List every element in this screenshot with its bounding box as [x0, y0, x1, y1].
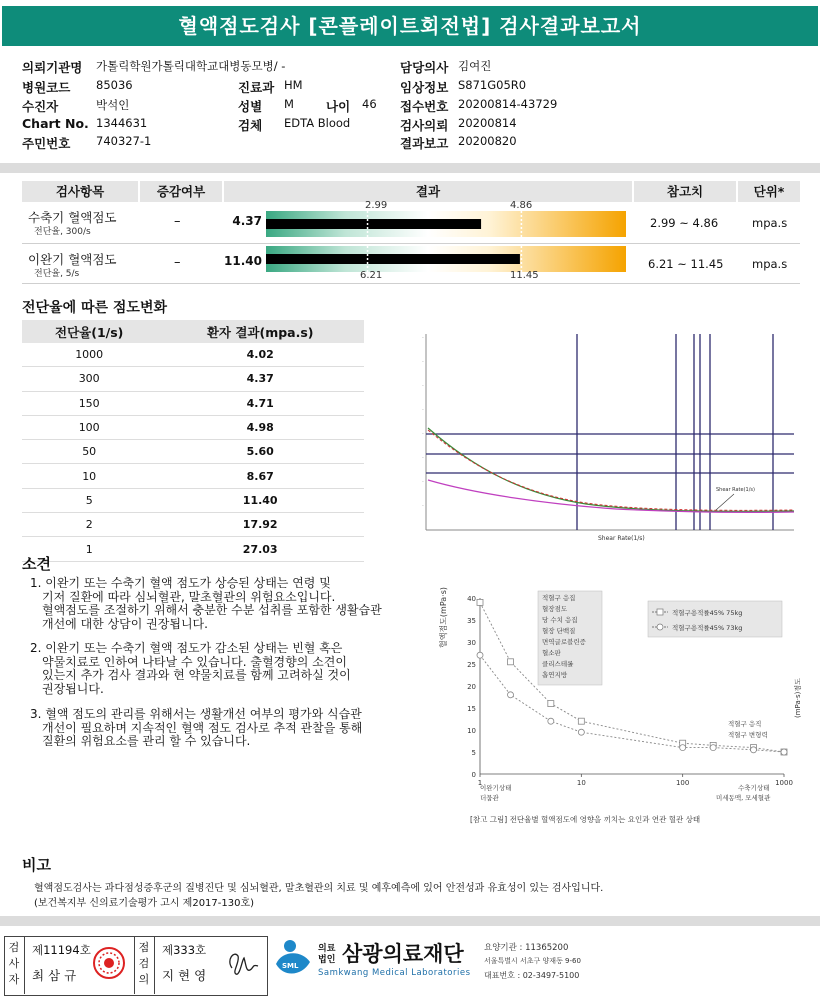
ref-y-tick: 25: [467, 661, 476, 669]
shear-row: [22, 537, 364, 561]
reference-chart: [440, 586, 808, 828]
reviewer-name: 지 현 영: [162, 968, 207, 983]
divider: [134, 936, 135, 994]
doctor-value: 김여진: [458, 59, 492, 73]
shear-col-value: 환자 결과(mpa.s): [156, 320, 364, 343]
sml-logo-icon: [272, 936, 320, 986]
ref-low-label: 6.21: [360, 270, 383, 281]
svg-text:·: ·: [422, 455, 424, 462]
chart-xlabel: Shear Rate(1/s): [598, 535, 645, 542]
svg-text:·: ·: [422, 359, 424, 366]
ref-point-circle: [781, 749, 787, 755]
request-label: 검사의뢰: [400, 118, 449, 133]
factor-label: 당 수치 응집: [542, 616, 578, 624]
shear-rate-cell: 150: [22, 391, 156, 415]
shear-rate-cell: 300: [22, 367, 156, 391]
reviewer-no: 제333호: [162, 943, 207, 957]
chart-annotation: Shear Rate(1/s): [716, 487, 755, 493]
shear-value-cell: 27.03: [156, 537, 364, 561]
svg-text:·: ·: [422, 503, 424, 510]
org-english: Samkwang Medical Laboratories: [318, 968, 471, 978]
result-bar: [266, 211, 626, 237]
org-name: 삼광의료재단: [342, 942, 464, 966]
shear-row: [22, 464, 364, 488]
tester-name: 최 삼 규: [32, 968, 77, 983]
chart-no-value: 1344631: [96, 116, 148, 130]
results-header-item: 검사항목: [22, 181, 138, 202]
ref-point-circle: [508, 692, 514, 698]
tester-seal-icon: [92, 946, 126, 980]
shear-row: [22, 391, 364, 415]
result-change: –: [174, 255, 181, 270]
ref-x-note: 더뭅관: [480, 794, 499, 802]
shear-value-cell: 4.98: [156, 415, 364, 439]
recipient-label: 수진자: [22, 99, 59, 114]
ref-y-tick: 5: [471, 749, 476, 757]
shear-row: [22, 513, 364, 537]
contact-line: 서울특별시 서초구 양재동 9-60: [484, 957, 581, 965]
tester-no: 제11194호: [32, 943, 91, 957]
ref-y-tick: 35: [467, 617, 476, 625]
ref-chart-ylabel: 혈액점도(mPa·s): [439, 586, 448, 648]
ref-high-label: 11.45: [510, 270, 539, 281]
shear-rate-cell: 1: [22, 537, 156, 561]
result-name: 수축기 혈액점도: [28, 210, 117, 225]
ref-point-square: [477, 599, 483, 605]
ref-point-circle: [548, 718, 554, 724]
ref-point-circle: [710, 745, 716, 751]
results-header-reference: 참고치: [634, 181, 736, 202]
sex-label: 성별: [238, 99, 263, 114]
report-date-label: 결과보고: [400, 136, 449, 151]
tester-label: 검사자: [8, 941, 20, 986]
results-header-unit: 단위*: [738, 181, 800, 202]
results-header-change: 증감여부: [140, 181, 222, 202]
shear-value-cell: 4.71: [156, 391, 364, 415]
clinical-value: S871G05R0: [458, 78, 527, 92]
shear-col-rate: 전단율(1/s): [22, 320, 156, 343]
institution-label: 의뢰기관명: [22, 60, 83, 75]
shear-row: [22, 343, 364, 367]
ref-x-tick: 1: [477, 779, 483, 787]
doctor-label: 담당의사: [400, 60, 449, 75]
svg-text:·: ·: [422, 479, 424, 486]
result-value-bar: [266, 254, 520, 264]
shear-section-title: 전단율에 따른 점도변화: [22, 300, 167, 316]
ref-point-circle: [750, 747, 756, 753]
ref-y-tick: 20: [467, 683, 476, 691]
ref-chart-ylabel-right: (mPa·s)점도: [794, 678, 802, 718]
viscosity-curve-chart: [416, 330, 800, 542]
factor-label: 흡연지방: [542, 671, 568, 679]
specimen-value: EDTA Blood: [284, 116, 351, 130]
ref-x-note: 수축기상태: [738, 784, 770, 792]
shear-rate-cell: 2: [22, 513, 156, 537]
sex-value: M: [284, 97, 294, 111]
hospital-code-label: 병원코드: [22, 80, 71, 95]
ref-point-circle: [477, 652, 483, 658]
ref-y-tick: 0: [471, 771, 476, 779]
result-value: 11.40: [224, 254, 262, 268]
remarks-title: 비고: [22, 856, 51, 874]
ref-high-label: 4.86: [510, 200, 533, 211]
result-bar-svg: [266, 246, 626, 272]
result-reference: 6.21 ~ 11.45: [648, 257, 724, 271]
ref-low-label: 2.99: [365, 200, 388, 211]
report-title: 혈액점도검사 [콘플레이트회전법] 검사결과보고서: [2, 6, 818, 46]
series-legend-label: 적혈구용적률45% 75kg: [672, 609, 743, 617]
result-unit: mpa.s: [752, 216, 788, 230]
recipient-value: 박석인: [96, 98, 130, 112]
accession-label: 접수번호: [400, 99, 449, 114]
ref-point-circle: [680, 745, 686, 751]
age-value: 46: [362, 97, 377, 111]
result-sub: 전단율, 5/s: [34, 269, 80, 279]
opinion-item-3: 3. 혈액 점도의 관리를 위해서는 생활개선 여부의 평가와 식습관 개선이 필요하며 지속적인 혈액 점도 검사로 추적 관찰을 통해 질환의 위험요소를 관리 할 수 있습니다.: [30, 707, 363, 748]
signature-icon: [222, 946, 262, 980]
contact-line: 대표번호 : 02-3497-5100: [484, 971, 580, 980]
result-change: –: [174, 214, 181, 229]
factor-label: 면역글로블린증: [542, 638, 586, 646]
shear-row: [22, 367, 364, 391]
result-bar-svg: [266, 211, 626, 237]
svg-text:·: ·: [422, 383, 424, 390]
ref-point-square: [578, 718, 584, 724]
factor-label: 적혈구 응집: [542, 594, 576, 602]
results-header-result: 결과: [224, 181, 632, 202]
remarks-line-1: 혈액점도검사는 과다점성증후군의 질병진단 및 심뇌혈관, 말초혈관의 치료 및 예후예측에 있어 안전성과 유효성이 있는 검사입니다.: [34, 883, 604, 894]
result-name: 이완기 혈액점도: [28, 252, 117, 267]
reviewer-label: 점검의: [138, 941, 150, 986]
request-value: 20200814: [458, 116, 517, 130]
ref-x-tick: 100: [675, 779, 690, 787]
hospital-code-value: 85036: [96, 78, 133, 92]
series-legend-label: 적혈구용적률45% 73kg: [672, 624, 743, 632]
shear-row: [22, 440, 364, 464]
ref-x-tick: 1000: [775, 779, 793, 787]
shear-rate-cell: 5: [22, 488, 156, 512]
shear-row: [22, 415, 364, 439]
opinion-item-2: 2. 이완기 또는 수축기 혈액 점도가 감소된 상태는 빈혈 혹은 약물치료로 인하여 나타날 수 있습니다. 출혈경향의 소견이 있는지 추가 검사 결과와 현 약물치료를 함께 고려하실 것이 권장됩니다.: [30, 641, 351, 696]
ref-x-note: 이완기상태: [480, 784, 512, 792]
ref-y-tick: 15: [467, 705, 476, 713]
age-label: 나이: [326, 99, 351, 114]
resident-no-value: 740327-1: [96, 134, 152, 148]
chart-no-label: Chart No.: [22, 116, 89, 131]
result-sub: 전단율, 300/s: [34, 227, 91, 237]
contact-line: 요양기관 : 11365200: [484, 943, 569, 953]
institution-value: 가톨릭학원가톨릭대학교대병동모병/ -: [96, 59, 286, 73]
result-value-bar: [266, 219, 481, 229]
dept-label: 진료과: [238, 80, 275, 95]
shear-table: [22, 320, 364, 562]
shear-value-cell: 8.67: [156, 464, 364, 488]
shear-value-cell: 11.40: [156, 488, 364, 512]
ref-x-note: 미세동맥, 모세혈관: [716, 794, 771, 802]
opinion-title: 소견: [22, 555, 51, 573]
accession-value: 20200814-43729: [458, 97, 558, 111]
divider: [154, 936, 155, 994]
opinion-item-1: 1. 이완기 또는 수축기 혈액 점도가 상승된 상태는 연령 및 기저 질환에 따라 심뇌혈관, 말초혈관의 위험요소입니다. 혈액점도를 조절하기 위해서 충분한 수분 섭취를 포함한 생활습관 개선에 대한 상담이 권장됩니다.: [30, 576, 382, 631]
ref-chart-caption: [참고 그림] 전단율별 혈액점도에 영향을 끼치는 요인과 연관 혈관 상태: [470, 815, 701, 824]
shear-rate-cell: 10: [22, 464, 156, 488]
shear-rate-cell: 1000: [22, 343, 156, 367]
shear-value-cell: 4.37: [156, 367, 364, 391]
shear-value-cell: 17.92: [156, 513, 364, 537]
specimen-label: 검체: [238, 118, 263, 133]
divider: [24, 936, 25, 994]
ref-point-square: [508, 659, 514, 665]
ref-x-tick: 10: [576, 779, 586, 787]
factor-label: 혈소판: [542, 649, 561, 657]
factor-label: 클리스테롤: [542, 660, 574, 668]
ref-note: 적혈구 변형력: [728, 731, 768, 739]
ref-y-tick: 30: [467, 639, 476, 647]
org-prefix: 의료법인: [318, 944, 336, 965]
result-value: 4.37: [232, 214, 262, 228]
shear-row: [22, 488, 364, 512]
shear-value-cell: 5.60: [156, 440, 364, 464]
svg-text:·: ·: [422, 431, 424, 438]
shear-value-cell: 4.02: [156, 343, 364, 367]
row-divider: [22, 243, 800, 244]
resident-no-label: 주민번호: [22, 136, 71, 151]
ref-point-square: [548, 701, 554, 707]
sml-logo-text: SML: [282, 962, 299, 970]
shear-rate-cell: 50: [22, 440, 156, 464]
dept-value: HM: [284, 78, 303, 92]
ref-point-circle: [578, 729, 584, 735]
ref-y-tick: 40: [467, 595, 476, 603]
divider-band: [0, 916, 820, 926]
svg-text:·: ·: [422, 335, 424, 342]
shear-rate-cell: 100: [22, 415, 156, 439]
factor-label: 혈장 단백질: [542, 627, 576, 635]
result-reference: 2.99 ~ 4.86: [650, 216, 719, 230]
remarks-line-2: (보건복지부 신의료기술평가 고시 제2017-130호): [34, 898, 255, 909]
row-divider: [22, 283, 800, 284]
report-date-value: 20200820: [458, 134, 517, 148]
divider-band: [0, 163, 820, 173]
ref-y-tick: 10: [467, 727, 476, 735]
result-bar: [266, 246, 626, 272]
clinical-label: 임상정보: [400, 80, 449, 95]
result-unit: mpa.s: [752, 257, 788, 271]
svg-text:·: ·: [422, 407, 424, 414]
factor-label: 혈장점도: [542, 605, 568, 613]
ref-note: 적혈구 응직: [728, 720, 762, 728]
